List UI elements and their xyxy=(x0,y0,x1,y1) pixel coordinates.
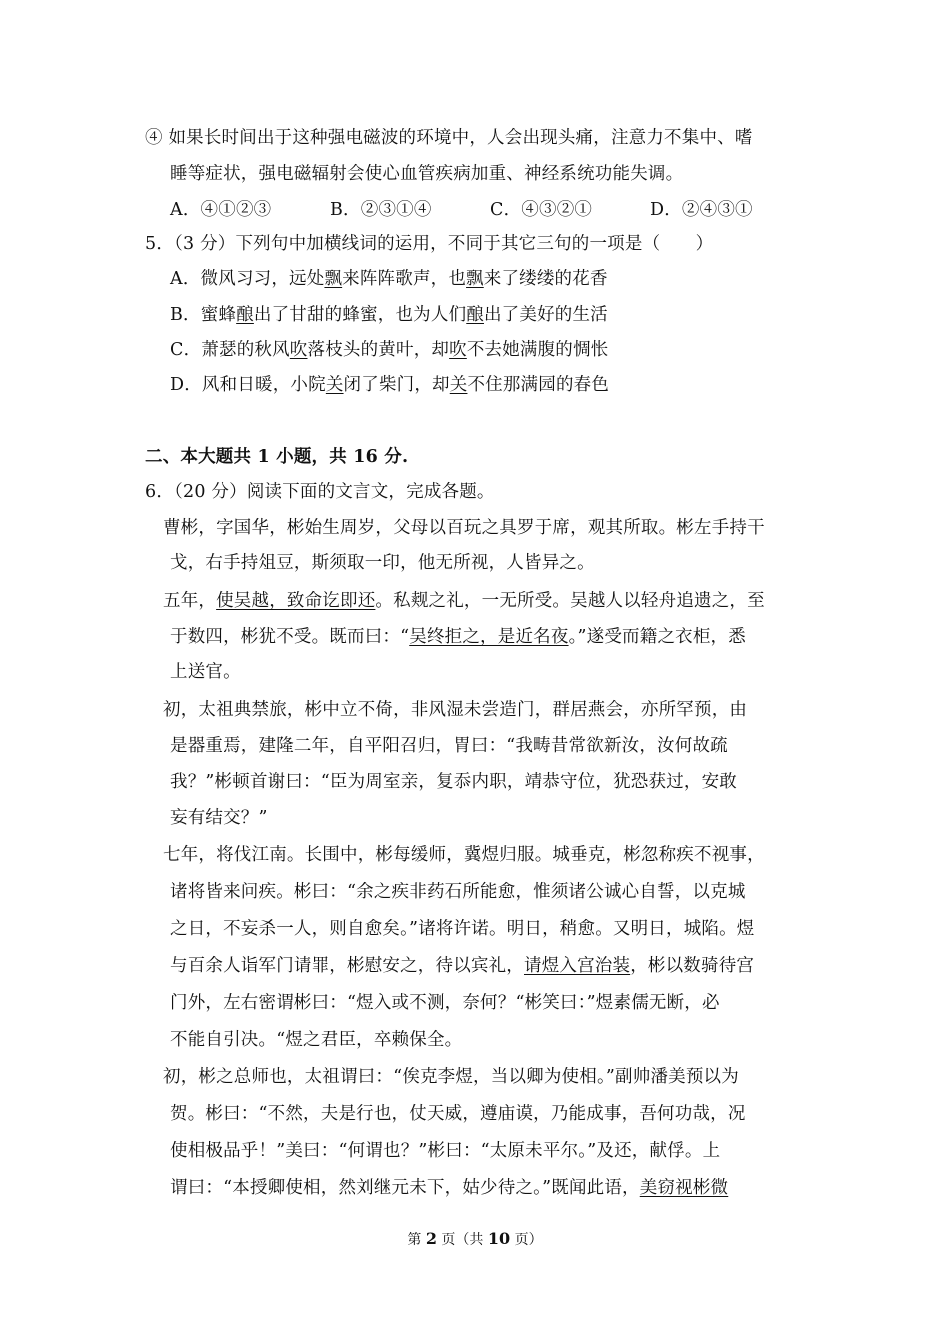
passage-p4-line1: 七年，将伐江南。长围中，彬每缓师，冀煜归服。城垂克，彬忽称疾不视事， xyxy=(163,845,765,865)
q4-option-b: B．②③①④ xyxy=(330,200,432,220)
passage-p5-line3: 使相极品乎！”美曰：“何谓也？”彬曰：“太原未平尔。”及还，献俘。上 xyxy=(170,1141,721,1161)
underlined-word: 关 xyxy=(325,375,344,395)
passage-p3-line3: 我？”彬顿首谢曰：“臣为周室亲，复忝内职，靖恭守位，犹恐获过，安敢 xyxy=(170,772,737,792)
passage-p3-line4: 妄有结交？” xyxy=(170,808,268,828)
passage-p2-line1: 五年，使吴越，致命讫即还。私觌之礼，一无所受。吴越人以轻舟追遗之，至 xyxy=(163,591,765,611)
passage-p3-line1: 初，太祖典禁旅，彬中立不倚，非风湿未尝造门，群居燕会，亦所罕预，由 xyxy=(163,700,748,720)
underlined-word: 关 xyxy=(449,375,468,395)
passage-p5-line1: 初，彬之总师也，太祖谓曰：“俟克李煜，当以卿为使相。”副帅潘美预以为 xyxy=(163,1067,739,1087)
q4-option-a: A．④①②③ xyxy=(170,200,272,220)
q4-option-d: D．②④③① xyxy=(650,200,753,220)
underlined-phrase: 使吴越，致命讫即还 xyxy=(216,591,376,611)
passage-p2-line2: 于数四，彬犹不受。既而曰：“吴终拒之，是近名夜。”遂受而籍之衣柜，悉 xyxy=(170,627,746,647)
page-number: 2 xyxy=(425,1229,437,1248)
passage-p4-line3: 之日，不妄杀一人，则自愈矣。”诸将许诺。明日，稍愈。又明日，城陷。煜 xyxy=(170,919,755,939)
underlined-word: 飘 xyxy=(466,269,484,289)
passage-p2-line3: 上送官。 xyxy=(170,662,241,682)
q5-option-a: A．微风习习，远处飘来阵阵歌声，也飘来了缕缕的花香 xyxy=(170,269,608,289)
total-pages: 10 xyxy=(487,1229,511,1248)
underlined-word: 飘 xyxy=(324,269,343,289)
passage-p1-line2: 戈，右手持俎豆，斯须取一印，他无所视，人皆异之。 xyxy=(170,553,595,573)
page-footer: 第 2 页（共 10 页） xyxy=(407,1229,543,1248)
underlined-word: 吹 xyxy=(289,340,308,360)
q5-option-b: B．蜜蜂酿出了甘甜的蜂蜜，也为人们酿出了美好的生活 xyxy=(170,305,608,325)
q4-option-c: C．④③②① xyxy=(490,200,593,220)
underlined-phrase: 请煜入宫治装 xyxy=(524,956,631,976)
q4-item4-line1: ④ 如果长时间出于这种强电磁波的环境中，人会出现头痛，注意力不集中、嗜 xyxy=(145,128,753,148)
q5-option-d: D．风和日暖，小院关闭了柴门，却关不住那满园的春色 xyxy=(170,375,610,395)
passage-p4-line2: 诸将皆来问疾。彬曰：“余之疾非药石所能愈，惟须诸公诚心自誓，以克城 xyxy=(170,882,746,902)
underlined-word: 酿 xyxy=(236,305,254,325)
underlined-phrase: 美窃视彬微 xyxy=(639,1178,729,1198)
passage-p5-line4: 谓曰：“本授卿使相，然刘继元未下，姑少待之。”既闻此语，美窃视彬微 xyxy=(170,1178,729,1198)
passage-p4-line6: 不能自引决。“煜之君臣，卒赖保全。 xyxy=(170,1030,463,1050)
passage-p3-line2: 是器重焉，建隆二年，自平阳召归，胃曰：“我畴昔常欲新汝，汝何故疏 xyxy=(170,736,728,756)
underlined-phrase: 吴终拒之，是近名夜 xyxy=(409,627,569,647)
q6-stem: 6．（20 分）阅读下面的文言文，完成各题。 xyxy=(145,482,495,502)
passage-p5-line2: 贺。彬曰：“不然，夫是行也，仗天威，遵庙谟，乃能成事，吾何功哉，况 xyxy=(170,1104,746,1124)
underlined-word: 酿 xyxy=(466,305,484,325)
passage-p1-line1: 曹彬，字国华，彬始生周岁，父母以百玩之具罗于席，观其所取。彬左手持干 xyxy=(163,518,765,538)
passage-p4-line4: 与百余人诣军门请罪，彬慰安之，待以宾礼，请煜入宫治装，彬以数骑待宫 xyxy=(170,956,755,976)
q5-stem: 5．（3 分）下列句中加横线词的运用，不同于其它三句的一项是（ ） xyxy=(145,234,714,254)
section-heading: 二、本大题共 1 小题，共 16 分. xyxy=(145,447,409,467)
q5-option-c: C．萧瑟的秋风吹落枝头的黄叶，却吹不去她满腹的惆怅 xyxy=(170,340,609,360)
passage-p4-line5: 门外，左右密谓彬曰：“煜入或不测，奈何？“彬笑曰：”煜素儒无断，必 xyxy=(170,993,720,1013)
underlined-word: 吹 xyxy=(449,340,467,360)
q4-item4-line2: 睡等症状，强电磁辐射会使心血管疾病加重、神经系统功能失调。 xyxy=(170,164,684,184)
q4-options xyxy=(170,198,810,222)
